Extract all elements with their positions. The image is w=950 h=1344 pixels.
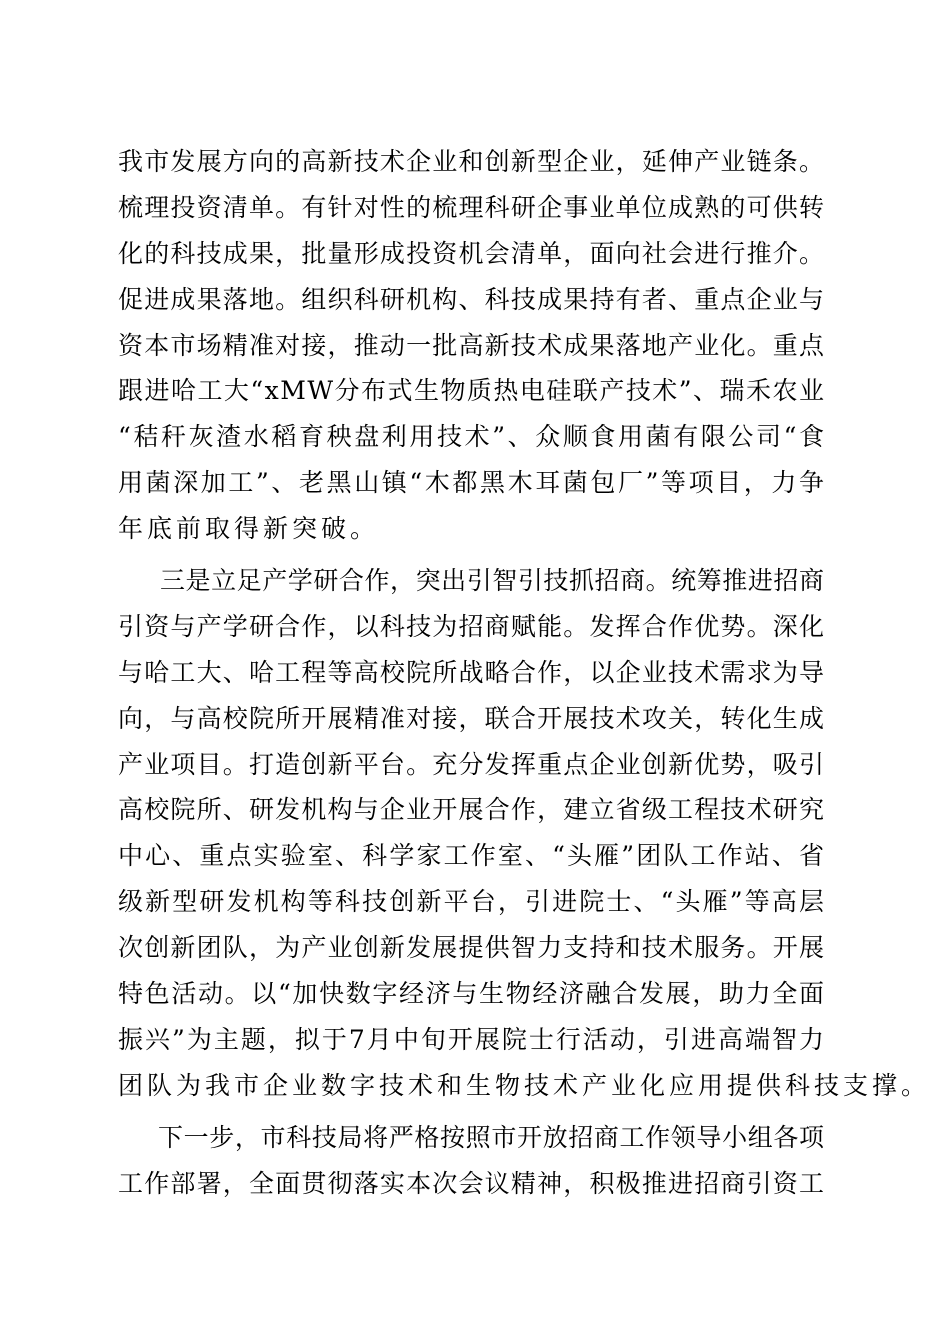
text-line: 与哈工大、哈工程等高校院所战略合作，以企业技术需求为导: [118, 657, 826, 687]
text-line: 高校院所、研发机构与企业开展合作，建立省级工程技术研究: [118, 795, 826, 825]
text-line: 资本市场精准对接，推动一批高新技术成果落地产业化。重点: [118, 330, 826, 360]
text-line: 向，与高校院所开展精准对接，联合开展技术攻关，转化生成: [118, 703, 826, 733]
text-line: 级新型研发机构等科技创新平台，引进院士、“头雁”等高层: [118, 887, 827, 917]
text-line: 促进成果落地。组织科研机构、科技成果持有者、重点企业与: [118, 284, 826, 314]
text-line: 跟进哈工大“xMW分布式生物质热电硅联产技术”、瑞禾农业: [118, 376, 826, 406]
text-line: 三是立足产学研合作，突出引智引技抓招商。统筹推进招商: [160, 566, 825, 596]
paragraph-2: [118, 558, 931, 1109]
text-line: 团队为我市企业数字技术和生物技术产业化应用提供科技支撑。: [118, 1070, 931, 1100]
text-line: 中心、重点实验室、科学家工作室、“头雁”团队工作站、省: [118, 841, 827, 871]
text-line: 工作部署，全面贯彻落实本次会议精神，积极推进招商引资工: [118, 1168, 826, 1198]
text-line: 化的科技成果，批量形成投资机会清单，面向社会进行推介。: [118, 238, 826, 268]
paragraph-1: [118, 139, 827, 552]
text-line: 我市发展方向的高新技术企业和创新型企业，延伸产业链条。: [118, 147, 826, 176]
text-line: 引资与产学研合作，以科技为招商赋能。发挥合作优势。深化: [118, 611, 826, 641]
text-line: 年底前取得新突破。: [118, 514, 380, 544]
text-line: 次创新团队，为产业创新发展提供智力支持和技术服务。开展: [118, 933, 826, 963]
text-line: 用菌深加工”、老黑山镇“木都黑木耳菌包厂”等项目，力争: [118, 468, 827, 498]
text-line: 特色活动。以“加快数字经济与生物经济融合发展，助力全面: [118, 979, 826, 1009]
text-line: “秸秆灰渣水稻育秧盘利用技术”、众顺食用菌有限公司“食: [118, 422, 827, 452]
text-line: 产业项目。打造创新平台。充分发挥重点企业创新优势，吸引: [118, 749, 826, 779]
text-line: 振兴”为主题，拟于7月中旬开展院士行活动，引进高端智力: [118, 1024, 826, 1054]
text-line: 梳理投资清单。有针对性的梳理科研企事业单位成熟的可供转: [118, 192, 826, 222]
paragraph-3: [118, 1115, 824, 1207]
text-line: 下一步，市科技局将严格按照市开放招商工作领导小组各项: [158, 1122, 825, 1152]
document-body: [118, 139, 931, 1206]
